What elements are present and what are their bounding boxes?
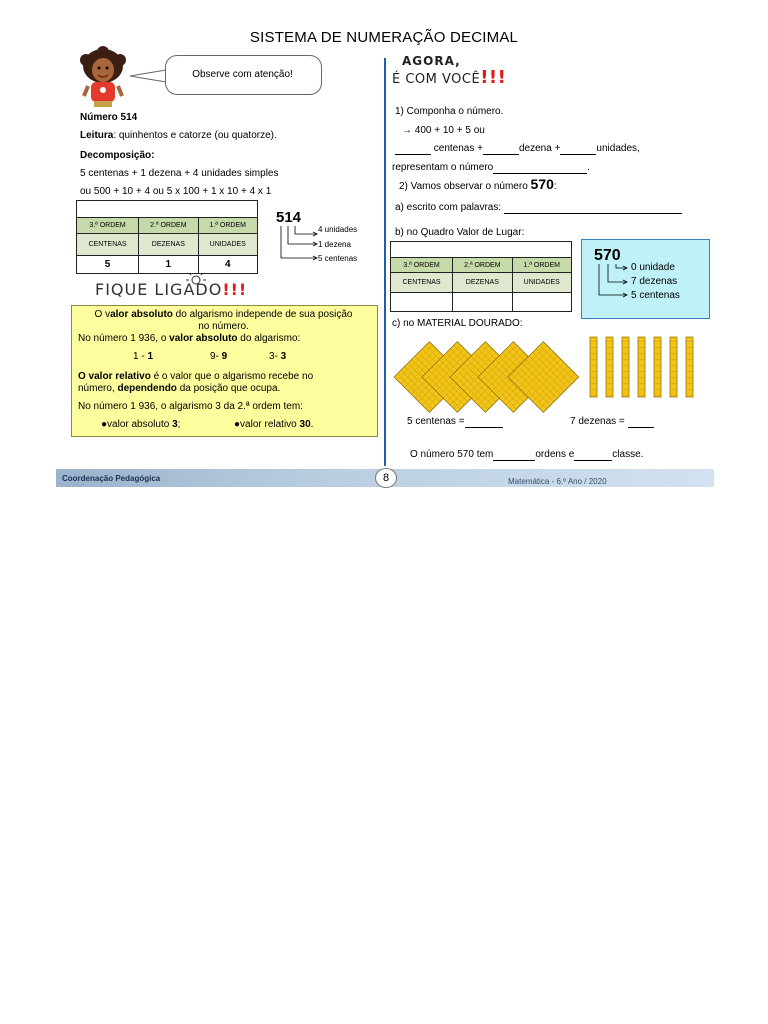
label-centenas: centenas + bbox=[431, 143, 483, 154]
arrow-label-centenas: 5 centenas bbox=[631, 290, 680, 301]
box-text: é o valor que o algarismo recebe no bbox=[150, 371, 314, 382]
label-unidades: unidades, bbox=[596, 143, 640, 154]
arrow-label-unidades: 4 unidades bbox=[318, 225, 358, 234]
box-p4: No número 1 936, o algarismo 3 da 2.ª ordem tem: bbox=[78, 401, 303, 412]
decomp-line-1: 5 centenas + 1 dezena + 4 unidades simples bbox=[80, 168, 279, 179]
answer-blank-numero[interactable] bbox=[493, 163, 587, 174]
arrow-label-dezenas: 7 dezenas bbox=[631, 276, 678, 287]
question-c: c) no MATERIAL DOURADO: bbox=[392, 318, 523, 329]
question-1-line3: representam o número . bbox=[392, 162, 590, 173]
box-bold: 9 bbox=[221, 351, 228, 362]
com-voce-text: É COM VOCÊ bbox=[392, 72, 481, 87]
answer-blank-centenas[interactable] bbox=[395, 144, 431, 155]
order-cell: 3.ª ORDEM bbox=[391, 258, 453, 273]
label-representam: representam o número bbox=[392, 162, 494, 173]
box-example-2 bbox=[210, 351, 227, 363]
box-p3-line2 bbox=[78, 383, 280, 395]
arrows-514 bbox=[276, 225, 321, 265]
centenas-label: 5 centenas = bbox=[407, 416, 465, 427]
box-text: No número 1 936, o bbox=[78, 333, 170, 344]
box-text: da posição que ocupa. bbox=[176, 383, 281, 394]
box-p3-line1 bbox=[78, 371, 313, 383]
answer-blank-unidades[interactable] bbox=[560, 144, 596, 155]
value-cell: 5 bbox=[77, 256, 139, 274]
box-example-3 bbox=[269, 351, 286, 363]
material-dourado-plates bbox=[392, 334, 584, 420]
answer-cell-centenas[interactable] bbox=[391, 293, 453, 312]
box-example-1 bbox=[133, 351, 153, 363]
order-cell: 1.ª ORDEM bbox=[198, 218, 257, 234]
header-cell: UNIDADES bbox=[198, 234, 257, 256]
page-title: SISTEMA DE NUMERAÇÃO DECIMAL bbox=[249, 29, 519, 46]
final-text-a: O número 570 tem bbox=[410, 449, 494, 460]
answer-blank-5-centenas[interactable] bbox=[465, 417, 503, 428]
place-value-table-514 bbox=[76, 200, 258, 274]
box-bold: 3 bbox=[172, 419, 178, 430]
box-bold: alor absoluto bbox=[110, 309, 173, 320]
box-text: . bbox=[310, 419, 314, 430]
dezenas-answer-line bbox=[570, 416, 654, 428]
com-voce-exclamation: !!! bbox=[480, 67, 507, 88]
agora-heading: AGORA, bbox=[402, 54, 461, 68]
value-cell: 4 bbox=[198, 256, 257, 274]
header-cell: DEZENAS bbox=[139, 234, 198, 256]
answer-cell-dezenas[interactable] bbox=[453, 293, 512, 312]
bubble-text: Observe com atenção! bbox=[192, 69, 293, 80]
box-text: 3- bbox=[269, 351, 281, 362]
box-bold: 30 bbox=[299, 419, 311, 430]
final-question bbox=[410, 449, 643, 461]
order-cell: 2.ª ORDEM bbox=[139, 218, 198, 234]
header-cell: DEZENAS bbox=[453, 273, 512, 293]
box-text: ●valor relativo bbox=[234, 419, 300, 430]
question-b: b) no Quadro Valor de Lugar: bbox=[395, 227, 525, 238]
box-p2 bbox=[78, 333, 300, 345]
question-2-text: 2) Vamos observar o número bbox=[399, 181, 531, 192]
header-cell: CENTENAS bbox=[391, 273, 453, 293]
answer-blank-classe[interactable] bbox=[574, 450, 612, 461]
fique-text: FIQUE LIGADO bbox=[95, 280, 223, 299]
fique-exclamation: !!! bbox=[222, 280, 248, 299]
table-title-cell bbox=[77, 201, 258, 218]
centenas-answer-line bbox=[407, 416, 503, 428]
answer-blank-dezena[interactable] bbox=[483, 144, 519, 155]
arrow-label-centenas: 5 centenas bbox=[318, 254, 358, 263]
dezenas-label: 7 dezenas = bbox=[570, 416, 628, 427]
answer-cell-unidades[interactable] bbox=[512, 293, 571, 312]
box-bold: dependendo bbox=[117, 383, 177, 394]
leitura-label: Leitura bbox=[80, 130, 114, 141]
box-text: do algarismo: bbox=[237, 333, 301, 344]
question-1: 1) Componha o número. bbox=[395, 106, 504, 117]
header-cell: CENTENAS bbox=[77, 234, 139, 256]
box-p1-line2: no número. bbox=[198, 321, 249, 332]
order-cell: 2.ª ORDEM bbox=[453, 258, 512, 273]
question-1-line1: → 400 + 10 + 5 ou bbox=[402, 125, 485, 136]
header-cell: UNIDADES bbox=[512, 273, 571, 293]
label-dezena: dezena + bbox=[518, 143, 561, 154]
page-number: 8 bbox=[375, 468, 397, 488]
question-1-line2 bbox=[395, 143, 640, 155]
box-text: 1 - bbox=[133, 351, 148, 362]
box-text: número, bbox=[78, 383, 118, 394]
big-number-514: 514 bbox=[276, 209, 302, 226]
question-2-colon: : bbox=[553, 181, 557, 192]
material-dourado-bars bbox=[588, 336, 704, 400]
final-text-b: ordens e bbox=[535, 449, 575, 460]
leitura-text: : quinhentos e catorze (ou quatorze). bbox=[113, 130, 277, 141]
box-text: ; bbox=[177, 419, 181, 430]
girl-illustration bbox=[78, 46, 128, 108]
footer-right: Matemática - 6.º Ano / 2020 bbox=[508, 477, 607, 486]
box-bold: O valor relativo bbox=[78, 371, 151, 382]
fique-ligado-heading bbox=[95, 280, 248, 299]
box-text: O v bbox=[94, 309, 111, 320]
order-cell: 3.ª ORDEM bbox=[77, 218, 139, 234]
box-bold: 1 bbox=[147, 351, 154, 362]
box-bold: valor absoluto bbox=[169, 333, 238, 344]
question-2 bbox=[399, 178, 557, 193]
box-text: ●valor absoluto bbox=[101, 419, 173, 430]
answer-blank-palavras[interactable] bbox=[504, 203, 682, 214]
numero-title: Número 514 bbox=[80, 112, 138, 123]
box-bullet-relativo bbox=[234, 419, 313, 431]
arrows-570 bbox=[594, 264, 634, 300]
arrow-label-unidade: 0 unidade bbox=[631, 262, 675, 273]
order-cell: 1.ª ORDEM bbox=[512, 258, 571, 273]
box-bold: 3 bbox=[280, 351, 287, 362]
big-number-570: 570 bbox=[594, 247, 621, 264]
lightbulb-icon bbox=[185, 274, 207, 288]
box-p1-line1 bbox=[71, 309, 376, 321]
decomp-line-2: ou 500 + 10 + 4 ou 5 x 100 + 1 x 10 + 4 x 1 bbox=[80, 186, 272, 197]
question-2-number: 570 bbox=[530, 176, 554, 192]
decomposicao-label: Decomposição: bbox=[80, 150, 155, 161]
value-cell: 1 bbox=[139, 256, 198, 274]
answer-blank-7-dezenas[interactable] bbox=[628, 417, 654, 428]
question-a bbox=[395, 202, 682, 214]
box-bullet-absoluto bbox=[101, 419, 180, 431]
com-voce-heading bbox=[392, 67, 507, 88]
box-text: do algarismo independe de sua posição bbox=[172, 309, 353, 320]
place-value-table-570 bbox=[390, 241, 572, 312]
answer-blank-ordens[interactable] bbox=[493, 450, 535, 461]
box-text: 9- bbox=[210, 351, 222, 362]
column-divider bbox=[384, 58, 386, 466]
question-a-text: a) escrito com palavras: bbox=[395, 202, 504, 213]
arrow-label-dezena: 1 dezena bbox=[318, 240, 351, 249]
footer-left: Coordenação Pedagógica bbox=[62, 474, 161, 483]
table-title-cell bbox=[391, 242, 572, 258]
final-text-c: classe. bbox=[612, 449, 644, 460]
leitura-line bbox=[80, 130, 277, 142]
